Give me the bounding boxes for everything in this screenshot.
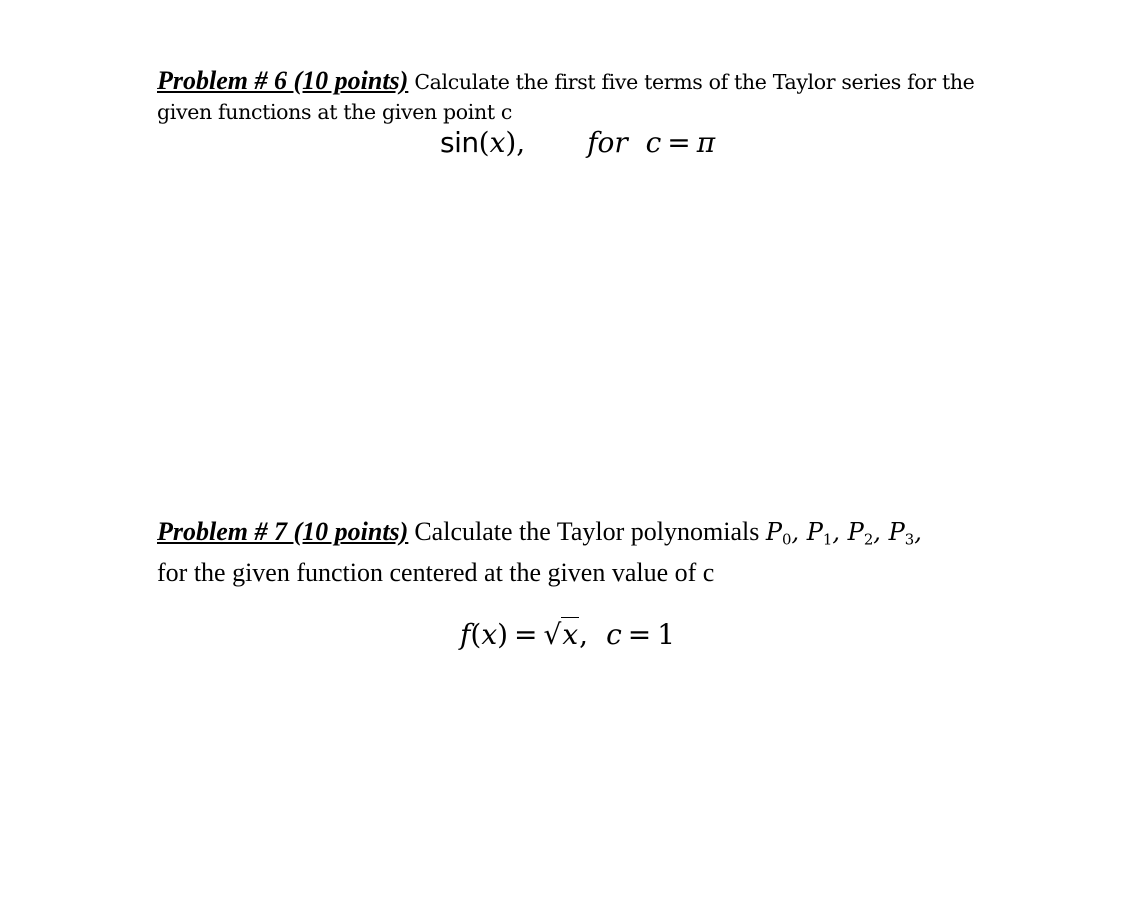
equals-sign: = bbox=[514, 618, 538, 651]
problem-7-line-2: for the given function centered at the given value of c bbox=[157, 558, 715, 588]
problem-6-equation bbox=[440, 126, 715, 159]
open-paren: ( bbox=[478, 126, 490, 159]
radicand-x: x bbox=[562, 618, 579, 651]
problem-7 bbox=[157, 515, 1057, 590]
variable-x: x bbox=[481, 618, 498, 651]
c-variable: c bbox=[606, 618, 622, 651]
equals-sign-2: = bbox=[627, 618, 652, 651]
value-one: 1 bbox=[657, 618, 676, 651]
equals-sign: = bbox=[667, 126, 691, 159]
pi-value: π bbox=[696, 126, 716, 159]
problem-7-heading: Problem # 7 (10 points) bbox=[157, 517, 409, 546]
for-word: for bbox=[587, 126, 628, 159]
problem-7-line-1 bbox=[157, 515, 1057, 556]
variable-x: x bbox=[489, 126, 506, 159]
polynomial-p2: $P_2$, bbox=[847, 518, 881, 549]
comma: , bbox=[579, 618, 589, 651]
c-variable: c bbox=[645, 126, 662, 159]
polynomial-p1: $P_1$, bbox=[806, 518, 841, 549]
function-f: f bbox=[460, 618, 471, 651]
square-root bbox=[544, 618, 580, 651]
open-paren: ( bbox=[470, 618, 482, 651]
problem-6-line-1 bbox=[157, 66, 1057, 97]
polynomial-list bbox=[765, 518, 922, 549]
polynomial-p0: $P_0$, bbox=[765, 518, 800, 549]
problem-6-line-2: given functions at the given point c bbox=[157, 100, 512, 124]
problem-6 bbox=[157, 66, 1057, 127]
radical-icon: √ bbox=[543, 618, 562, 651]
close-paren: ), bbox=[505, 126, 526, 159]
problem-7-text-1: Calculate the Taylor polynomials bbox=[414, 517, 760, 546]
polynomial-p3: $P_3$, bbox=[888, 518, 922, 549]
sin-function: sin bbox=[440, 126, 479, 159]
close-paren: ) bbox=[497, 618, 509, 651]
problem-7-equation bbox=[460, 618, 675, 651]
problem-6-text-1: Calculate the first five terms of the Taylor series for the bbox=[414, 70, 975, 94]
problem-6-heading: Problem # 6 (10 points) bbox=[157, 66, 409, 95]
